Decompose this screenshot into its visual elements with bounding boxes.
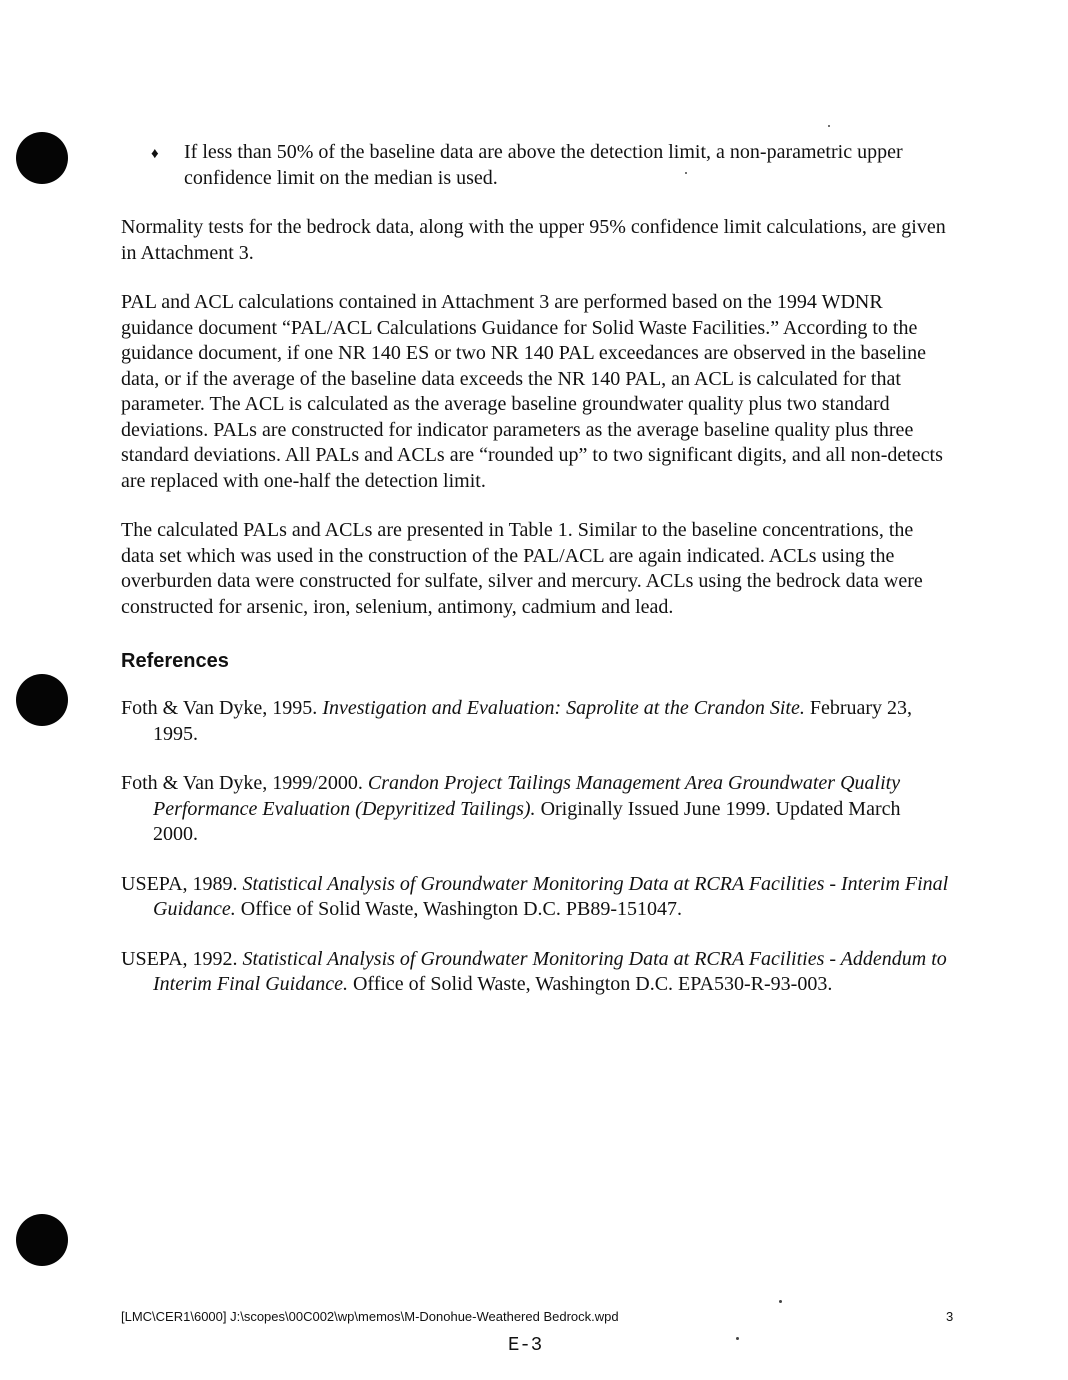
reference-title: Statistical Analysis of Groundwater Monitoring Data at RCRA Facilities - Addendum to Interim Final Guidance. bbox=[153, 947, 947, 995]
reference-details: Office of Solid Waste, Washington D.C. EPA530-R-93-003. bbox=[352, 973, 833, 995]
scan-speck bbox=[736, 1337, 739, 1340]
bullet-text: If less than 50% of the baseline data are above the detection limit, a non-parametric upper confidence limit on the median is used. bbox=[184, 141, 903, 189]
diamond-bullet-icon: ♦ bbox=[151, 146, 159, 162]
reference-author: USEPA, 1992. bbox=[121, 947, 238, 970]
reference-item bbox=[121, 696, 949, 747]
reference-title: Crandon Project Tailings Management Area Groundwater Quality Performance Evaluation (Depyritized Tailings). bbox=[153, 772, 901, 820]
punch-hole-middle bbox=[16, 674, 68, 726]
reference-title: Statistical Analysis of Groundwater Monitoring Data at RCRA Facilities - Interim Final Guidance. bbox=[153, 872, 949, 920]
reference-details: February 23, 1995. bbox=[153, 697, 913, 745]
reference-item bbox=[121, 872, 949, 923]
reference-details: Office of Solid Waste, Washington D.C. PB89-151047. bbox=[240, 898, 682, 920]
punch-hole-top bbox=[16, 132, 68, 184]
punch-hole-bottom bbox=[16, 1214, 68, 1266]
document-body bbox=[121, 140, 949, 998]
paragraph-normality: Normality tests for the bedrock data, along with the upper 95% confidence limit calculations, are given in Attachment 3. bbox=[121, 216, 946, 264]
reference-item bbox=[121, 771, 949, 848]
bullet-item bbox=[121, 140, 949, 191]
footer-file-path: [LMC\CER1\6000] J:\scopes\00C002\wp\memos\M-Donohue-Weathered Bedrock.wpd bbox=[121, 1309, 619, 1324]
scan-speck bbox=[779, 1300, 782, 1303]
paragraph-pal-acl-calculations: PAL and ACL calculations contained in Attachment 3 are performed based on the 1994 WDNR guidance document “PAL/ACL Calculations Guidance for Solid Waste Facilities.” According to the guidance document, if one NR 140 ES or two NR 140 PAL exceedances are observed in the baseline data, or if the average of the baseline data exceeds the NR 140 PAL, an ACL is calculated for that parameter. The ACL is calculated as the average baseline groundwater quality plus two standard deviations. PALs are constructed for indicator parameters as the average baseline quality plus three standard deviations. All PALs and ACLs are “rounded up” to two significant digits, and all non-detects are replaced with one-half the detection limit. bbox=[121, 291, 943, 492]
reference-details: Originally Issued June 1999. Updated March 2000. bbox=[153, 797, 901, 845]
paragraph-calculated-pals: The calculated PALs and ACLs are presented in Table 1. Similar to the baseline concentrations, the data set which was used in the construction of the PAL/ACL are again indicated. ACLs using the overburden data were constructed for sulfate, silver and mercury. ACLs using the bedrock data were constructed for arsenic, iron, selenium, antimony, cadmium and lead. bbox=[121, 519, 923, 618]
references-heading: References bbox=[121, 650, 229, 672]
reference-item bbox=[121, 947, 949, 998]
reference-author: Foth & Van Dyke, 1999/2000. bbox=[121, 772, 363, 794]
page-label: E-3 bbox=[508, 1334, 543, 1356]
reference-title: Investigation and Evaluation: Saprolite at the Crandon Site. bbox=[322, 697, 805, 719]
page-number: 3 bbox=[946, 1309, 954, 1324]
reference-author: Foth & Van Dyke, 1995. bbox=[121, 697, 318, 719]
scan-speck bbox=[828, 125, 830, 127]
reference-author: USEPA, 1989. bbox=[121, 872, 238, 895]
